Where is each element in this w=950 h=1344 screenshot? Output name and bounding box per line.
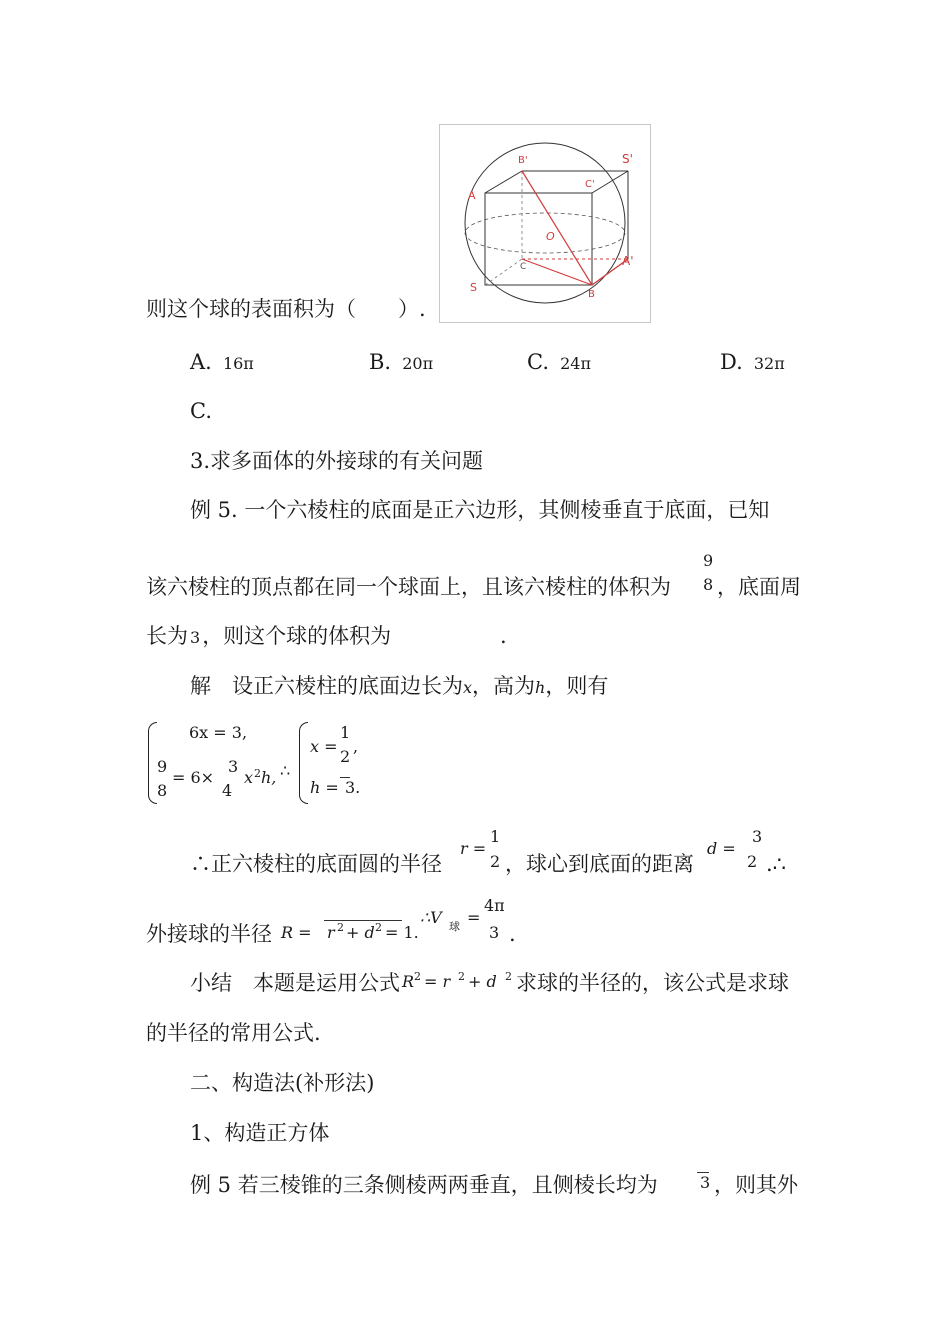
R-r: r (327, 923, 335, 942)
res-x-end: , (353, 737, 359, 756)
formula-sup-a: 2 (414, 970, 421, 983)
formula-R: R (402, 972, 415, 991)
V-end: . (509, 922, 516, 946)
label-o: O (546, 230, 555, 243)
summary-line1-post: 求球的半径的，该公式是求球 (516, 971, 789, 995)
sphere-cuboid-figure (439, 124, 651, 323)
option-c (527, 349, 591, 375)
eq2-numerator: 9 (157, 757, 168, 776)
label-s: S (470, 281, 477, 294)
example5-line2-pre: 该六棱柱的顶点都在同一个球面上，且该六棱柱的体积为 (146, 575, 671, 599)
eq2-denominator: 8 (157, 781, 168, 800)
label-b: B (588, 289, 595, 300)
option-d (720, 349, 785, 375)
space-diagonal (522, 171, 592, 285)
base-diagonal-1 (522, 259, 592, 285)
label-a: A (468, 189, 476, 202)
example5-line3-post: ，则这个球的体积为 (202, 624, 392, 648)
r-num: 1 (490, 827, 501, 846)
res-x-den: 2 (340, 747, 351, 766)
V-den: 3 (489, 923, 500, 942)
cuboid-front-face (485, 193, 592, 285)
res-h: h = (310, 778, 339, 797)
label-b-prime: B' (518, 155, 528, 166)
example5-line3 (146, 623, 391, 649)
R-radical (324, 920, 402, 921)
R-sup1: 2 (337, 921, 344, 934)
example5-line2-post: ，底面周 (717, 575, 801, 599)
formula-eq: = r (424, 972, 451, 991)
option-b-value: 20π (402, 354, 434, 373)
r-eq: r = (460, 839, 487, 858)
V-sub: 球 (449, 920, 460, 933)
therefore-symbol: ∴ (280, 761, 291, 780)
example5-line3-pre: 长为 (146, 624, 188, 648)
d-den: 2 (747, 852, 758, 871)
solution-line1 (190, 673, 608, 699)
example5b-post: ，则其外 (714, 1173, 798, 1197)
res-x: x = (310, 737, 338, 756)
label-c: C (520, 262, 527, 272)
line-R-pre: 外接球的半径 (146, 922, 272, 946)
label-a-prime: A' (622, 254, 634, 268)
cuboid-edge-a (485, 171, 522, 193)
V-eq: = (467, 908, 481, 927)
var-h: h (535, 678, 546, 697)
question-line: 则这个球的表面积为（ ）. (146, 297, 426, 321)
option-a (190, 349, 254, 375)
vol-denominator: 8 (703, 575, 714, 594)
line-r-end: .∴ (766, 852, 787, 876)
eq2-frac-den: 4 (222, 781, 233, 800)
subsection-one-heading: 1、构造正方体 (190, 1121, 330, 1145)
option-b (369, 349, 433, 375)
option-a-letter: A. (190, 350, 212, 374)
option-c-value: 24π (560, 354, 591, 373)
example5-line3-end: . (500, 624, 507, 648)
option-d-letter: D. (720, 350, 743, 374)
perimeter-value: 3 (190, 628, 201, 647)
formula-sup-b: 2 (458, 970, 465, 983)
section-two-heading: 二、构造法(补形法) (190, 1071, 375, 1095)
example5b-pre: 例 5 若三棱锥的三条侧棱两两垂直，且侧棱长均为 (190, 1173, 658, 1197)
solution-line1-mid: ，高为 (472, 674, 536, 698)
label-s-prime: S' (622, 152, 633, 166)
solution-line1-post: ，则有 (545, 674, 609, 698)
r-den: 2 (490, 852, 501, 871)
res-x-num: 1 (340, 723, 351, 742)
section-3-heading: 3.求多面体的外接球的有关问题 (190, 449, 484, 473)
R-sup2: 2 (375, 921, 382, 934)
eq2-x: x (244, 768, 254, 787)
example5b-val: 3 (700, 1173, 711, 1192)
answer: C. (190, 399, 212, 423)
res-h-val: 3. (345, 778, 361, 797)
option-d-value: 32π (753, 354, 785, 373)
formula-sup-c: 2 (505, 970, 512, 983)
eq2-mid: = 6× (172, 768, 215, 787)
cuboid-edge-d (485, 259, 522, 285)
vol-numerator: 9 (703, 551, 714, 570)
V-pre: ∴V (420, 908, 442, 927)
eq2-sup: 2 (254, 767, 261, 780)
V-num: 4π (484, 896, 505, 915)
option-c-letter: C. (527, 350, 549, 374)
solution-line1-pre: 解 设正六棱柱的底面边长为 (190, 674, 463, 698)
option-a-value: 16π (222, 354, 254, 373)
eq1: 6x = 3, (189, 723, 248, 742)
summary-line2: 的半径的常用公式. (146, 1021, 321, 1045)
label-c-prime: C' (585, 179, 595, 190)
eq2-end: h, (261, 768, 277, 787)
eq2-frac-num: 3 (228, 757, 239, 776)
line-r-pre: ∴正六棱柱的底面圆的半径 (190, 852, 442, 876)
summary-line1-pre: 小结 本题是运用公式 (190, 971, 400, 995)
R-eq: R = (281, 923, 312, 942)
d-num: 3 (752, 827, 763, 846)
cuboid-edge-b (592, 171, 628, 193)
option-b-letter: B. (369, 350, 392, 374)
line-r-mid: ，球心到底面的距离 (505, 852, 694, 876)
right-brace (299, 722, 308, 804)
example5-line2 (146, 574, 671, 600)
left-brace (148, 722, 157, 804)
sphere-equator (465, 213, 625, 253)
formula-plus: + d (468, 972, 497, 991)
R-val: = 1. (385, 923, 419, 942)
sphere-figure-svg (440, 125, 650, 322)
R-plus: + d (346, 923, 375, 942)
var-x: x (463, 678, 473, 697)
example5-line1: 例 5. 一个六棱柱的底面是正六边形，其侧棱垂直于底面，已知 (190, 498, 770, 522)
d-eq: d = (707, 839, 736, 858)
